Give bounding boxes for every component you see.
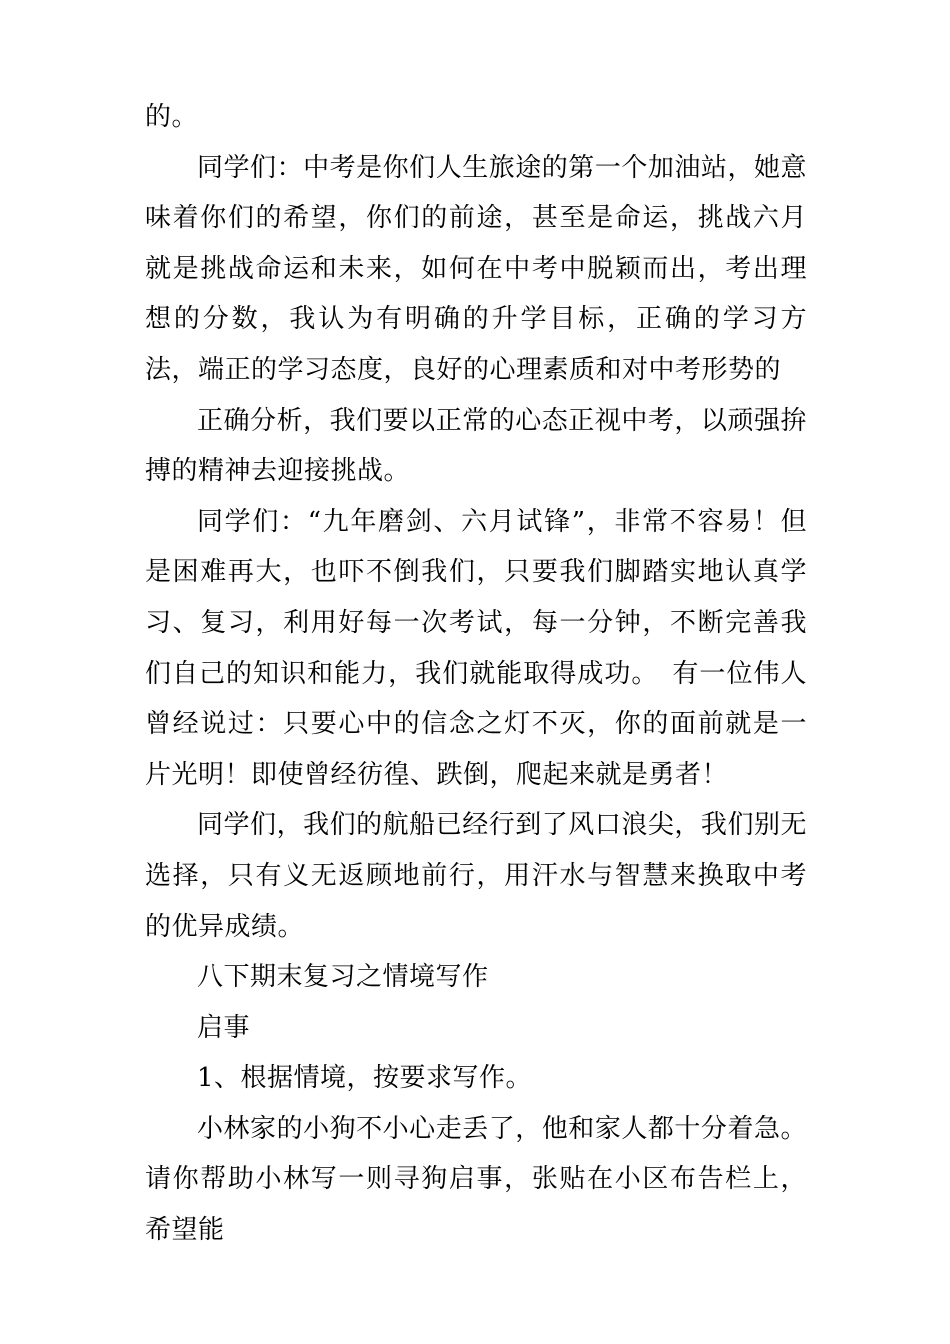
paragraph-exam-encouragement: 同学们：中考是你们人生旅途的第一个加油站，她意味着你们的希望，你们的前途，甚至是命运，挑战六月就是挑战命运和未来，如何在中考中脱颖而出，考出理想的分数，我认为有明确的升学目标，正确的学习方法，端正的学习态度，良好的心理素质和对中考形势的	[145, 152, 807, 385]
subsection-heading: 启事	[197, 1012, 251, 1043]
document-body	[145, 92, 807, 1256]
paragraph-continuation: 的。	[145, 102, 199, 132]
paragraph-correct-analysis: 正确分析，我们要以正常的心态正视中考，以顽强拚搏的精神去迎接挑战。	[145, 405, 807, 487]
task-item: 1、根据情境，按要求写作。	[197, 1063, 533, 1094]
paragraph-nine-years: 同学们：“九年磨剑、六月试锋”，非常不容易！但是困难再大，也吓不倒我们，只要我们脚踏实地认真学习、复习，利用好每一次考试，每一分钟，不断完善我们自己的知识和能力，我们就能取得成功。 有一位伟人曾经说过：只要心中的信念之灯不灭，你的面前就是一片光明！即使曾经彷徨、跌倒，爬起来就是勇者！	[145, 506, 807, 790]
task-description: 小林家的小狗不小心走丢了，他和家人都十分着急。请你帮助小林写一则寻狗启事，张贴在小区布告栏上，希望能	[145, 1113, 807, 1246]
section-heading: 八下期末复习之情境写作	[197, 962, 489, 993]
paragraph-ship: 同学们，我们的航船已经行到了风口浪尖，我们别无选择，只有义无返顾地前行，用汗水与智慧来换取中考的优异成绩。	[145, 810, 807, 942]
